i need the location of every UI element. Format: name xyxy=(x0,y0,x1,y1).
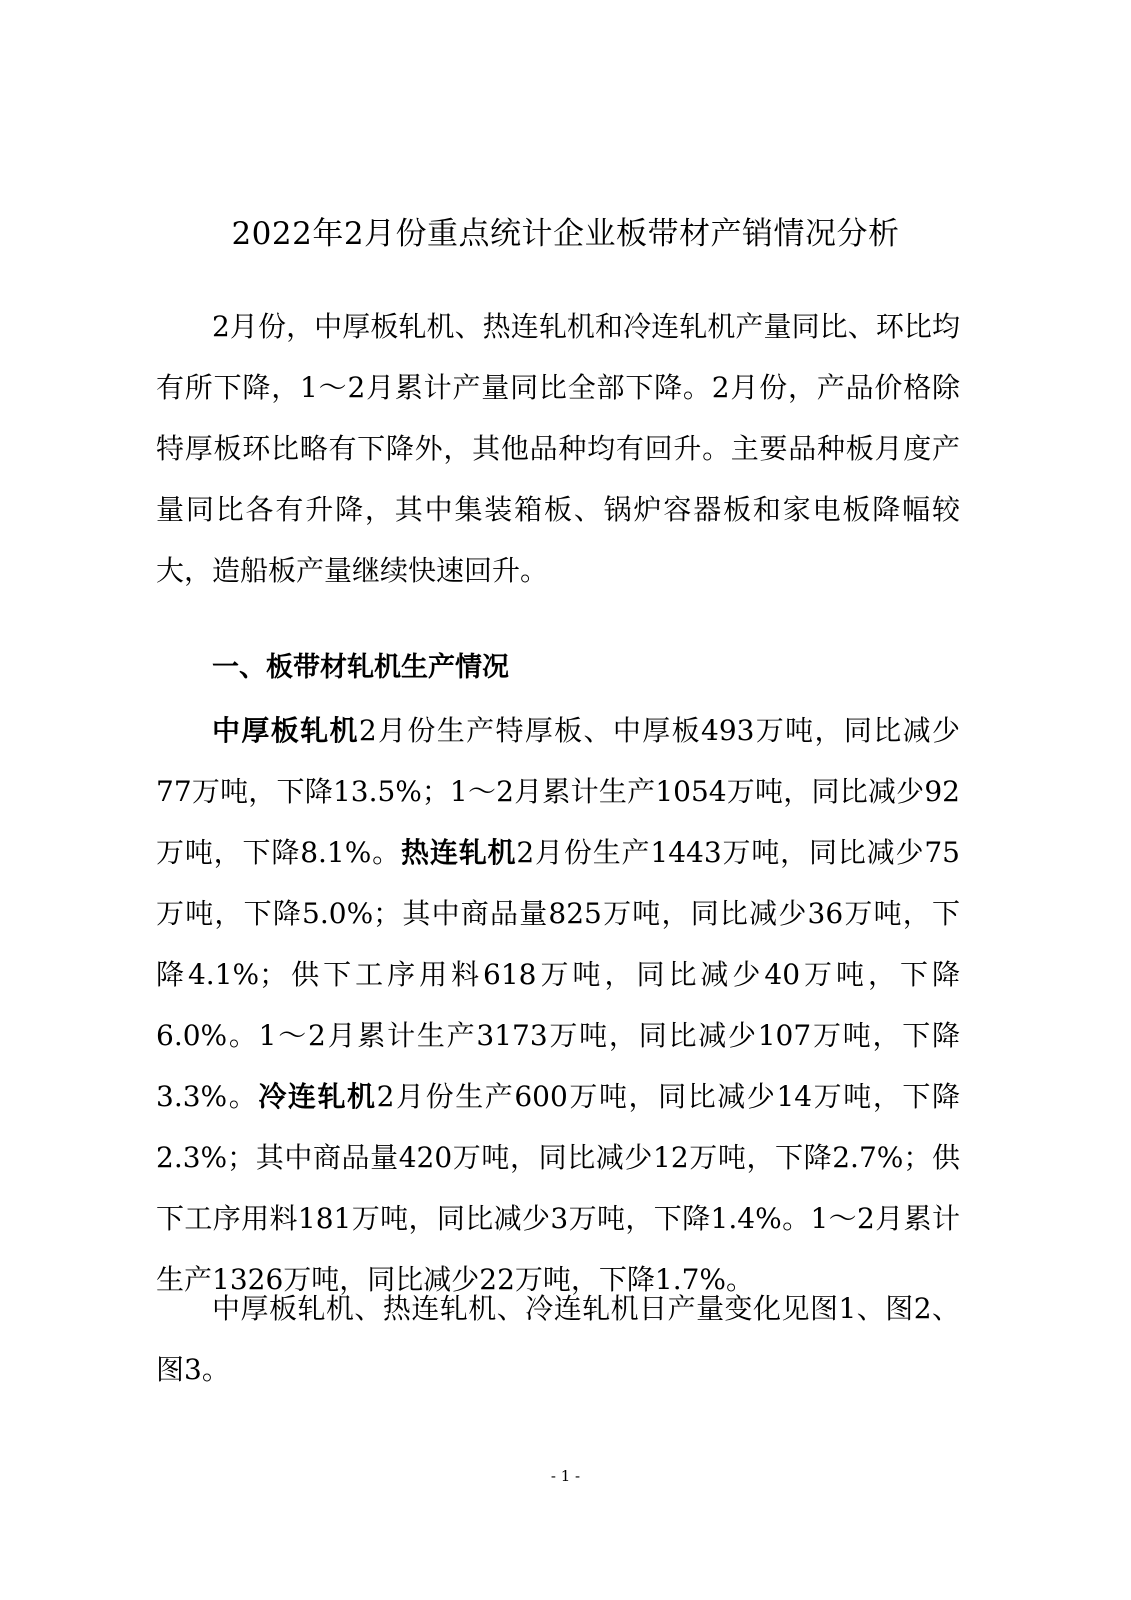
intro-paragraph: 2月份，中厚板轧机、热连轧机和冷连轧机产量同比、环比均有所下降，1～2月累计产量同比全部下降。2月份，产品价格除特厚板环比略有下降外，其他品种均有回升。主要品种板月度产量同比各有升降，其中集装箱板、锅炉容器板和家电板降幅较大，造船板产量继续快速回升。 xyxy=(156,310,960,587)
hot-strip-mill-text: 2月份生产1443万吨，同比减少75万吨，下降5.0%；其中商品量825万吨，同比减少36万吨，下降4.1%；供下工序用料618万吨，同比减少40万吨，下降6.0%。1～2月累计生产3173万吨，同比减少107万吨，下降3.3%。 xyxy=(156,836,960,1113)
medium-plate-mill-label: 中厚板轧机 xyxy=(212,714,359,747)
production-paragraph xyxy=(156,700,960,1310)
figure-reference-paragraph: 中厚板轧机、热连轧机、冷连轧机日产量变化见图1、图2、图3。 xyxy=(156,1292,960,1386)
document-title: 2022年2月份重点统计企业板带材产销情况分析 xyxy=(231,216,900,252)
hot-strip-mill-label: 热连轧机 xyxy=(401,836,517,869)
cold-strip-mill-text: 2月份生产600万吨，同比减少14万吨，下降2.3%；其中商品量420万吨，同比减少12万吨，下降2.7%；供下工序用料181万吨，同比减少3万吨，下降1.4%。1～2月累计生产1326万吨，同比减少22万吨，下降1.7%。 xyxy=(156,1080,960,1296)
medium-plate-mill-text: 2月份生产特厚板、中厚板493万吨，同比减少77万吨，下降13.5%；1～2月累计生产1054万吨，同比减少92万吨，下降8.1%。 xyxy=(156,714,960,869)
page-number: - 1 - xyxy=(550,1467,581,1485)
cold-strip-mill-label: 冷连轧机 xyxy=(258,1080,377,1113)
section-heading: 一、板带材轧机生产情况 xyxy=(212,652,509,683)
